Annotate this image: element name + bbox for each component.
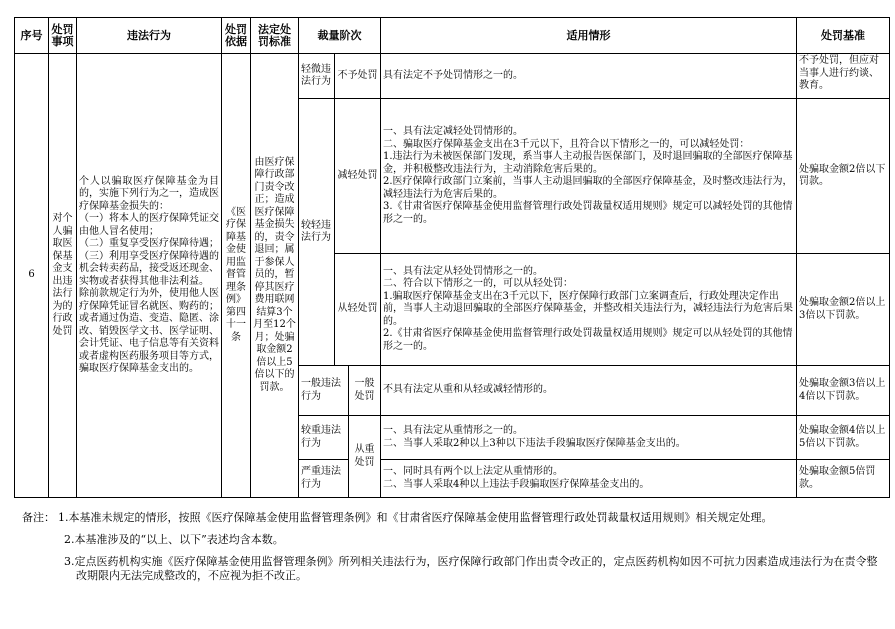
penalty-mitigated: 处骗取金额2倍以下罚款。	[797, 99, 890, 254]
penalty-lenient: 处骗取金额2倍以上3倍以下罚款。	[797, 254, 890, 366]
header-situation: 适用情形	[381, 18, 797, 54]
penalty-no-penalty: 不予处罚，但应对当事人进行约谈、教育。	[797, 54, 890, 99]
situation-aggravated: 一、具有法定从重情形之一的。 二、当事人采取2种以上3种以下违法手段骗取医疗保障基金支出的。	[381, 416, 797, 460]
situation-lenient: 一、具有法定从轻处罚情形之一的。 二、符合以下情形之一的，可以从轻处罚： 1.骗取医疗保障基金支出在3千元以下，医疗保障行政部门立案调查后，行政处理决定作出前，当事人主动退回骗取的全部医疗保障基金，并整改相关违法行为，减轻违法行为危害后果的。 2.《甘肃省医疗保障基金使用监督管理行政处罚裁量权适用规则》规定可以从轻处罚的其他情形之一的。	[381, 254, 797, 366]
penalty-item: 对个人骗取医保基金支出违法行为的行政处罚	[49, 54, 77, 498]
level-group-serious: 较重违法行为	[299, 416, 349, 460]
penalty-basis: 《医疗保障基金使用监督管理条例》第四十一条	[222, 54, 251, 498]
level-group-general: 一般违法行为	[299, 366, 349, 416]
level-sub-no-penalty: 不予处罚	[335, 54, 381, 99]
note-text-1: 1.本基准未规定的情形，按照《医疗保障基金使用监督管理条例》和《甘肃省医疗保障基金使用监督管理行政处罚裁量权适用规则》相关规定处理。	[58, 511, 773, 524]
header-row	[15, 18, 890, 54]
statutory-standard: 由医疗保障行政部门责令改正；造成医疗保障基金损失的，责令退回；属于参保人员的，暂停其医疗费用联网结算3个月至12个月；处骗取金额2倍以上5倍以下的罚款。	[251, 54, 299, 498]
header-std: 法定处罚标准	[251, 18, 299, 54]
header-basis: 处罚依据	[222, 18, 251, 54]
level-sub-lenient: 从轻处罚	[335, 254, 381, 366]
situation-mitigated: 一、具有法定减轻处罚情形的。 二、骗取医疗保障基金支出在3千元以下，且符合以下情形之一的，可以减轻处罚： 1.违法行为未被医保部门发现，系当事人主动报告医保部门，及时退回骗取的全部医疗保障基金，并积极整改违法行为，主动消除危害后果的。 2.医疗保障行政部门立案前，当事人主动退回骗取的全部医疗保障基金，及时整改违法行为，减轻违法行为危害后果的。 3.《甘肃省医疗保障基金使用监督管理行政处罚裁量权适用规则》规定可以减轻处罚的其他情形之一的。	[381, 99, 797, 254]
penalty-general: 处骗取金额3倍以上4倍以下罚款。	[797, 366, 890, 416]
penalty-aggravated: 处骗取金额4倍以上5倍以下罚款。	[797, 416, 890, 460]
notes-section	[22, 511, 888, 591]
note-item-1	[22, 511, 888, 525]
situation-general: 不具有法定从重和从轻或减轻情形的。	[381, 366, 797, 416]
level-group-lighter: 较轻违法行为	[299, 99, 335, 366]
header-no: 序号	[15, 18, 49, 54]
level-group-minor: 轻微违法行为	[299, 54, 335, 99]
penalty-standard-table	[14, 17, 890, 498]
level-sub-aggravated: 从重处罚	[349, 416, 381, 498]
level-sub-mitigated: 减轻处罚	[335, 99, 381, 254]
situation-severe: 一、同时具有两个以上法定从重情形的。 二、当事人采取4种以上违法手段骗取医疗保障基金支出的。	[381, 460, 797, 498]
level-group-severe: 严重违法行为	[299, 460, 349, 498]
row-number: 6	[15, 54, 49, 498]
notes-label: 备注：	[22, 511, 55, 524]
penalty-severe: 处骗取金额5倍罚款。	[797, 460, 890, 498]
level-sub-general: 一般处罚	[349, 366, 381, 416]
header-penalty: 处罚基准	[797, 18, 890, 54]
note-item-3: 3.定点医药机构实施《医疗保障基金使用监督管理条例》所列相关违法行为，医疗保障行政部门作出责令改正的，定点医药机构如因不可抗力因素造成违法行为在责令整改期限内无法完成整改的，不应视为拒不改正。	[64, 555, 878, 582]
situation-no-penalty: 具有法定不予处罚情形之一的。	[381, 54, 797, 99]
header-level: 裁量阶次	[299, 18, 381, 54]
header-item: 处罚事项	[49, 18, 77, 54]
header-act: 违法行为	[77, 18, 222, 54]
note-item-2: 2.本基准涉及的“以上、以下”表述均含本数。	[64, 533, 284, 546]
table-row	[15, 54, 890, 99]
illegal-act-text: 个人以骗取医疗保障基金为目的，实施下列行为之一，造成医疗保障基金损失的： （一）将本人的医疗保障凭证交由他人冒名使用； （二）重复享受医疗保障待遇； （三）利用享受医疗保障待遇的机会转卖药品，接受返还现金、实物或者获得其他非法利益。 除前款规定行为外，使用他人医疗保障凭证冒名就医、购药的；或者通过伪造、变造、隐匿、涂改、销毁医学文书、医学证明、会计凭证、电子信息等有关资料或者虚构医药服务项目等方式，骗取医疗保障基金支出的。	[77, 54, 222, 498]
